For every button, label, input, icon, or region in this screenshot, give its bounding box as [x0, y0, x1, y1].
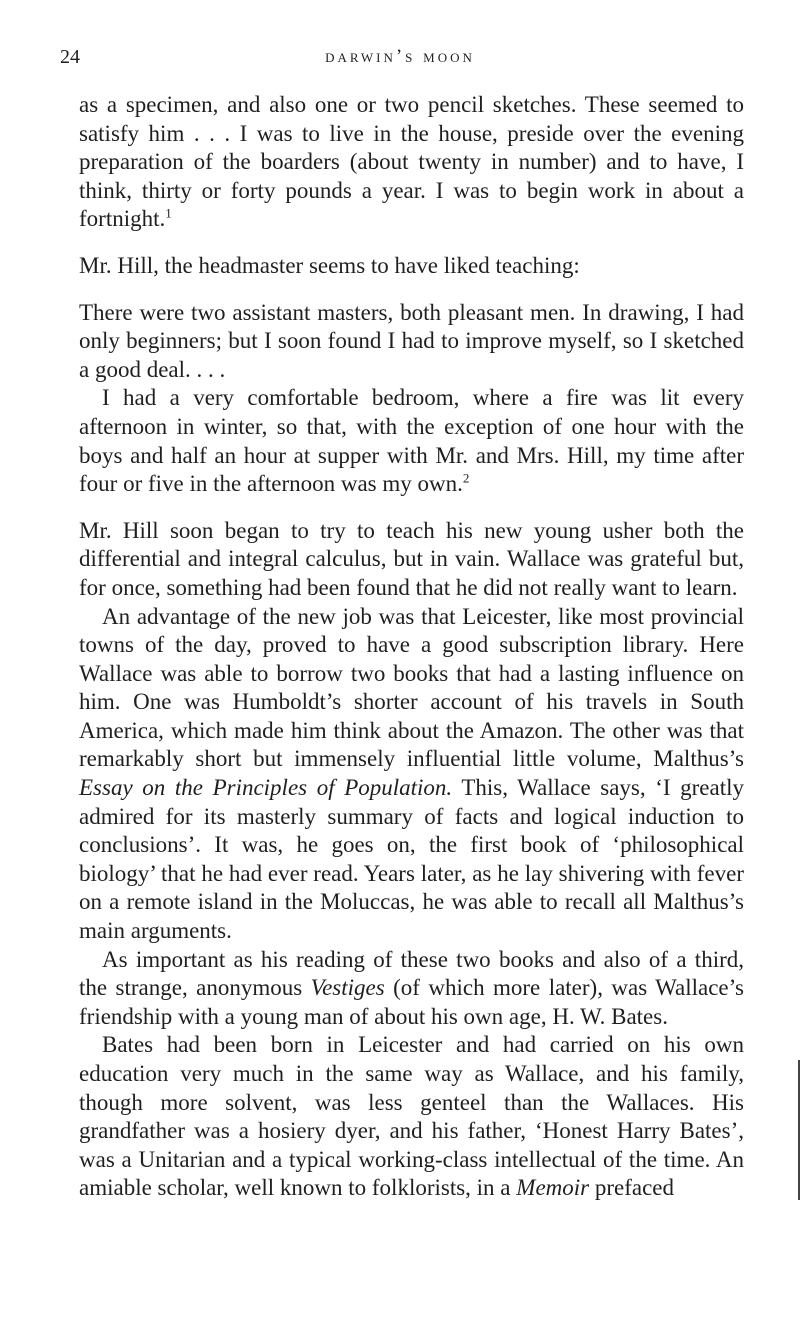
paragraph	[79, 946, 744, 1032]
book-title: Memoir	[516, 1175, 590, 1201]
quote-paragraph: There were two assistant masters, both pleasant men. In drawing, I had only beginners; but I soon found I had to improve myself, so I sketched a good deal. . . .	[79, 299, 744, 382]
footnote-ref: 1	[165, 205, 172, 221]
quote-paragraph	[79, 384, 744, 498]
quote-paragraph	[79, 91, 744, 234]
paragraph-text: An advantage of the new job was that Leicester, like most provincial towns of the day, proved to have a good subscription library. Here Wallace was able to borrow two books that had a lasting influence on him. One was Humboldt’s shorter account of his travels in South America, which made him think about the Amazon. The other was that remarkably short but immensely influential little volume, Malthus’s	[79, 603, 744, 772]
page-header	[60, 46, 740, 76]
paragraph-text: prefaced	[589, 1175, 675, 1201]
paragraph-text: As important as his reading of these two books and also of a third, the strange, anonymous	[79, 946, 744, 1001]
footnote-ref: 2	[462, 470, 470, 486]
body-text	[79, 91, 744, 1203]
book-title: Essay on the Principles of Population.	[79, 775, 453, 801]
running-head: darwin’s moon	[325, 46, 475, 67]
quote-text: I had a very comfortable bedroom, where a fire was lit every afternoon in winter, so that, with the exception of one hour with the boys and half an hour at supper with Mr. and Mrs. Hill, my time after four or five in the afternoon was my own.	[79, 385, 744, 497]
paragraph-text: This, Wallace says, ‘I greatly admired for its masterly summary of facts and logical induction to conclusions’. It was, he goes on, the first book of ‘philosophical biology’ that he had ever read. Years later, as he lay shivering with fever on a remote island in the Moluccas, he was able to recall all Malthus’s main arguments.	[79, 775, 745, 944]
quote-text: as a specimen, and also one or two pencil sketches. These seemed to satisfy him . . . I was to live in the house, preside over the evening preparation of the boarders (about twenty in number) and to have, I think, thirty or forty pounds a year. I was to begin work in about a fortnight.	[79, 92, 744, 232]
page-number: 24	[60, 46, 80, 68]
paragraph: Mr. Hill, the headmaster seems to have liked teaching:	[79, 252, 580, 278]
paragraph-text: (of which more later), was Wallace’s friendship with a young man of about his own age, H. W. Bates.	[79, 975, 744, 1029]
paragraph: Mr. Hill soon began to try to teach his new young usher both the differential and integral calculus, but in vain. Wallace was grateful but, for once, something had been found that he did not really want to learn.	[79, 517, 744, 600]
paragraph	[79, 603, 744, 946]
book-title: Vestiges	[310, 975, 385, 1001]
paragraph	[79, 1031, 744, 1203]
paragraph-text: Bates had been born in Leicester and had carried on his own education very much in the same way as Wallace, and his family, though more solvent, was less genteel than the Wallaces. His grandfather was a hosiery dyer, and his father, ‘Honest Harry Bates’, was a Unitarian and a typical working-class intellectual of the time. An amiable scholar, well known to folklorists, in a	[79, 1032, 744, 1201]
